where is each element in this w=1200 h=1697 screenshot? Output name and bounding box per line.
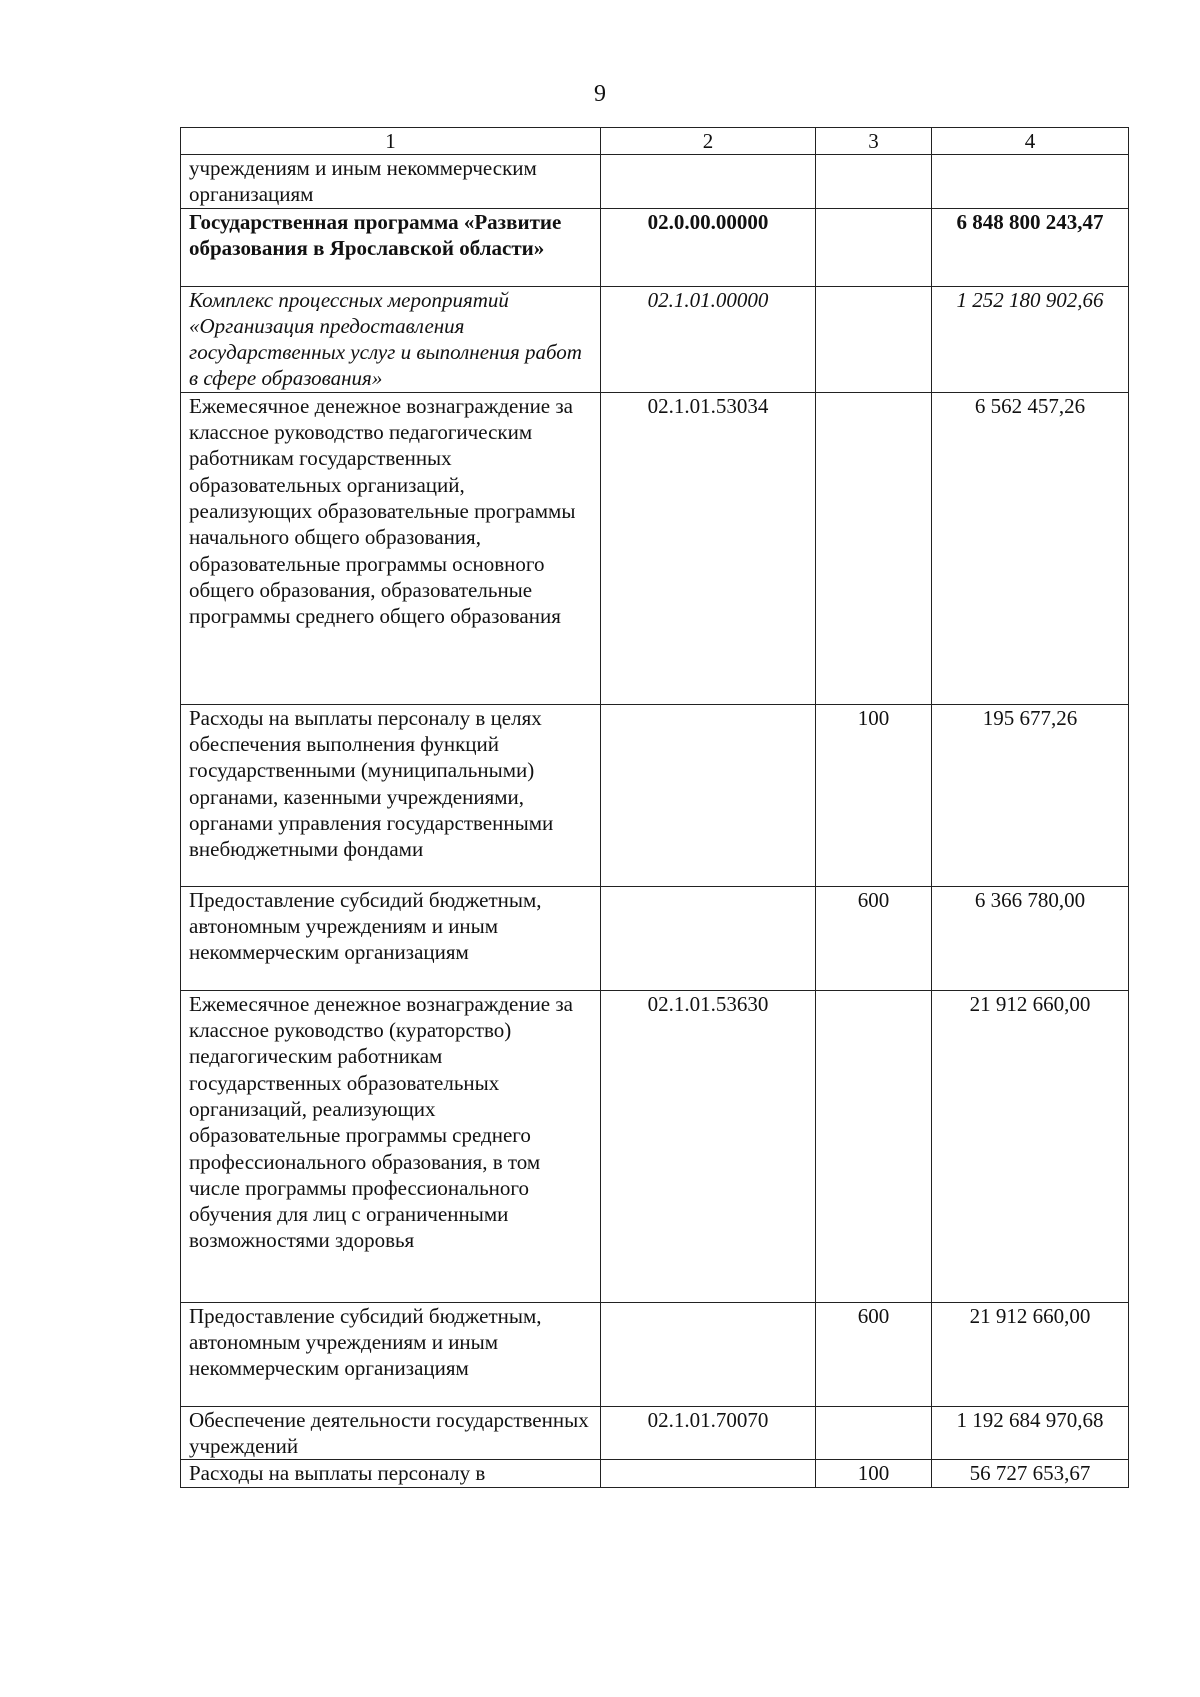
row-name-cell: учреждениям и иным некоммерческим организациям: [181, 155, 601, 209]
row-amount-cell: [932, 155, 1129, 209]
row-amount-cell: 195 677,26: [932, 704, 1129, 886]
row-expense-type-cell: [816, 208, 932, 286]
column-header-4: 4: [932, 128, 1129, 155]
table-header-row: [181, 128, 1129, 155]
table-row: [181, 1406, 1129, 1460]
column-header-3: 3: [816, 128, 932, 155]
row-code-cell: 02.1.01.70070: [601, 1406, 816, 1460]
row-expense-type-cell: [816, 1406, 932, 1460]
row-code-cell: 02.1.01.00000: [601, 286, 816, 392]
row-name-cell: Предоставление субсидий бюджетным, автономным учреждениям и иным некоммерческим организациям: [181, 1302, 601, 1406]
row-expense-type-cell: 600: [816, 1302, 932, 1406]
row-expense-type-cell: 600: [816, 886, 932, 990]
row-code-cell: [601, 886, 816, 990]
table-row: [181, 155, 1129, 209]
row-code-cell: [601, 1460, 816, 1487]
table-row: [181, 392, 1129, 704]
page-number: 9: [594, 81, 606, 107]
table-body: [181, 128, 1129, 1488]
row-amount-cell: 6 562 457,26: [932, 392, 1129, 704]
row-expense-type-cell: [816, 286, 932, 392]
row-expense-type-cell: [816, 392, 932, 704]
row-code-cell: 02.1.01.53034: [601, 392, 816, 704]
row-expense-type-cell: [816, 155, 932, 209]
row-name-cell: Комплекс процессных мероприятий «Организация предоставления государственных услуг и выполнения работ в сфере образования»: [181, 286, 601, 392]
budget-table: [180, 127, 1129, 1488]
row-name-cell: Обеспечение деятельности государственных учреждений: [181, 1406, 601, 1460]
row-expense-type-cell: [816, 990, 932, 1302]
table-row: [181, 886, 1129, 990]
row-name-cell: Предоставление субсидий бюджетным, автономным учреждениям и иным некоммерческим организациям: [181, 886, 601, 990]
row-code-cell: [601, 1302, 816, 1406]
row-name-cell: Расходы на выплаты персоналу в: [181, 1460, 601, 1487]
row-amount-cell: 1 192 684 970,68: [932, 1406, 1129, 1460]
row-amount-cell: 21 912 660,00: [932, 1302, 1129, 1406]
row-amount-cell: 6 848 800 243,47: [932, 208, 1129, 286]
row-code-cell: [601, 155, 816, 209]
row-amount-cell: 1 252 180 902,66: [932, 286, 1129, 392]
row-code-cell: [601, 704, 816, 886]
row-expense-type-cell: 100: [816, 1460, 932, 1487]
row-name-cell: Государственная программа «Развитие образования в Ярославской области»: [181, 208, 601, 286]
row-code-cell: 02.1.01.53630: [601, 990, 816, 1302]
column-header-1: 1: [181, 128, 601, 155]
row-amount-cell: 56 727 653,67: [932, 1460, 1129, 1487]
row-expense-type-cell: 100: [816, 704, 932, 886]
table-row: [181, 990, 1129, 1302]
table-row: [181, 1460, 1129, 1487]
row-name-cell: Ежемесячное денежное вознаграждение за классное руководство (кураторство) педагогическим работникам государственных образовательных организаций, реализующих образовательные программы среднего профессионального образования, в том числе программы профессионального обучения для лиц с ограниченными возможностями здоровья: [181, 990, 601, 1302]
row-name-cell: Расходы на выплаты персоналу в целях обеспечения выполнения функций государственными (муниципальными) органами, казенными учреждениями, органами управления государственными внебюджетными фондами: [181, 704, 601, 886]
table-row: [181, 208, 1129, 286]
column-header-2: 2: [601, 128, 816, 155]
table-row: [181, 286, 1129, 392]
row-name-cell: Ежемесячное денежное вознаграждение за классное руководство педагогическим работникам государственных образовательных организаций, реализующих образовательные программы начального общего образования, образовательные программы основного общего образования, образовательные программы среднего общего образования: [181, 392, 601, 704]
row-code-cell: 02.0.00.00000: [601, 208, 816, 286]
row-amount-cell: 6 366 780,00: [932, 886, 1129, 990]
row-amount-cell: 21 912 660,00: [932, 990, 1129, 1302]
table-row: [181, 1302, 1129, 1406]
table-row: [181, 704, 1129, 886]
